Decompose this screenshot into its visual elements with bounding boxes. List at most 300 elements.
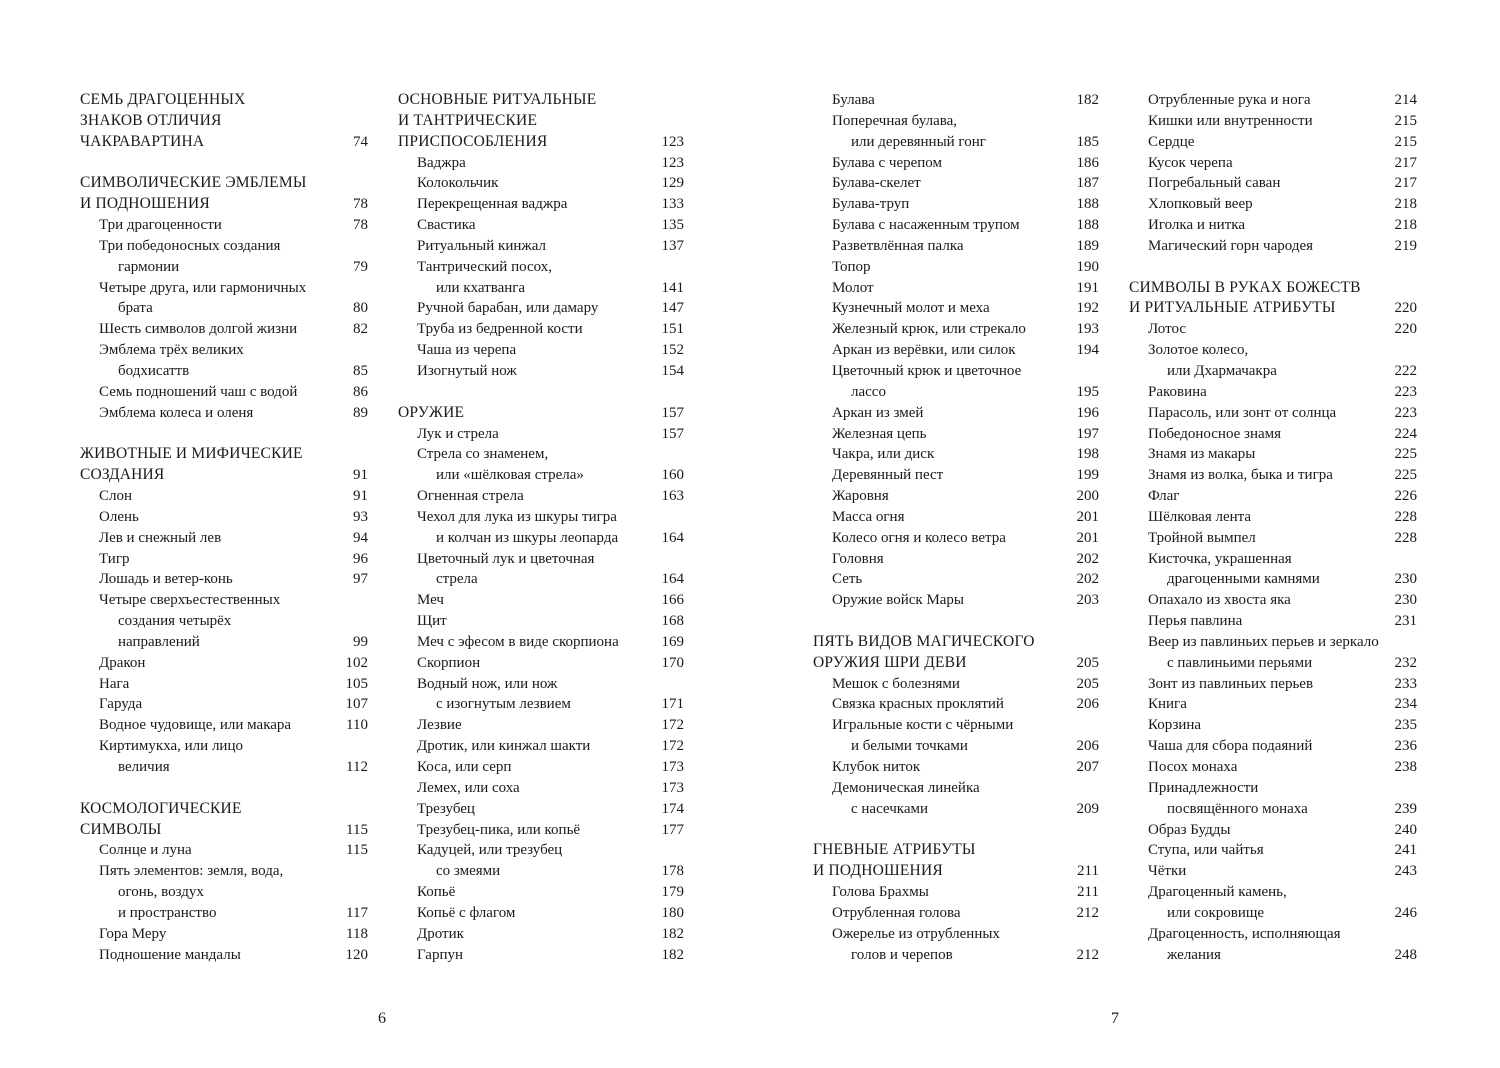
toc-entry	[813, 403, 1099, 424]
toc-entry	[398, 590, 684, 611]
toc-entry-title: Колесо огня и колесо ветра	[832, 529, 1006, 546]
toc-page-number: 110	[346, 717, 368, 734]
toc-entry	[813, 340, 1099, 361]
toc-entry-title: Свастика	[417, 217, 476, 234]
toc-entry-title: Трезубец	[417, 800, 475, 817]
toc-page-number: 117	[346, 904, 368, 921]
toc-page-number: 105	[345, 675, 368, 692]
toc-entry-title: Чакра, или диск	[832, 446, 935, 463]
toc-page-number: 118	[346, 925, 368, 942]
toc-entry-title: Кишки или внутренности	[1148, 112, 1313, 129]
toc-page-number: 239	[1394, 800, 1417, 817]
toc-entry	[80, 403, 368, 424]
toc-page-number: 225	[1394, 446, 1417, 463]
toc-entry	[398, 924, 684, 945]
toc-entry	[80, 215, 368, 236]
toc-section-heading	[813, 861, 1099, 882]
toc-entry	[1129, 340, 1417, 361]
toc-page-number: 232	[1394, 654, 1417, 671]
toc-entry-title: создания четырёх	[118, 613, 232, 630]
toc-entry	[1129, 215, 1417, 236]
toc-entry	[1129, 194, 1417, 215]
toc-entry-title: Игральные кости с чёрными	[832, 717, 1014, 734]
toc-page-number: 112	[346, 759, 368, 775]
toc-page-number: 94	[353, 529, 368, 546]
toc-entry	[398, 215, 684, 236]
toc-page-number: 178	[661, 863, 684, 880]
section-spacer	[80, 153, 368, 174]
toc-entry	[398, 507, 684, 528]
toc-page-number: 230	[1394, 592, 1417, 609]
toc-section-heading	[1129, 278, 1417, 299]
toc-entry	[398, 528, 684, 549]
toc-entry	[80, 361, 368, 382]
toc-page-number: 209	[1076, 800, 1099, 817]
toc-entry-title: Кузнечный молот и меха	[832, 300, 990, 317]
toc-page-number: 228	[1394, 529, 1417, 546]
toc-page-number: 199	[1076, 467, 1099, 484]
toc-entry-title: огонь, воздух	[118, 884, 204, 901]
toc-page-number: 171	[661, 696, 684, 713]
toc-entry	[1129, 486, 1417, 507]
toc-entry	[813, 507, 1099, 528]
toc-page-number: 205	[1076, 654, 1099, 671]
toc-section-heading	[80, 465, 368, 486]
toc-entry-title: с изогнутым лезвием	[436, 696, 571, 713]
toc-entry	[1129, 694, 1417, 715]
toc-entry	[80, 861, 368, 882]
toc-entry-title: Ритуальный кинжал	[417, 237, 547, 254]
toc-column-left-page-2	[398, 90, 684, 965]
toc-entry-title: Лезвие	[417, 717, 462, 734]
toc-entry-title: Драгоценность, исполняющая	[1148, 925, 1341, 942]
toc-page-number: 170	[661, 654, 684, 671]
toc-page-number: 96	[353, 550, 368, 567]
toc-entry-title: СИМВОЛИЧЕСКИЕ ЭМБЛЕМЫ	[80, 174, 307, 192]
toc-entry	[813, 528, 1099, 549]
toc-entry	[398, 569, 684, 590]
toc-entry	[80, 840, 368, 861]
toc-entry	[80, 298, 368, 319]
toc-entry-title: Чехол для лука из шкуры тигра	[417, 508, 617, 525]
toc-page-number: 151	[661, 321, 684, 338]
toc-entry-title: Раковина	[1148, 383, 1207, 400]
toc-entry	[80, 674, 368, 695]
toc-entry	[80, 653, 368, 674]
toc-entry-title: направлений	[118, 633, 200, 650]
toc-page-number: 220	[1394, 300, 1417, 317]
toc-entry-title: Кадуцей, или трезубец	[417, 842, 563, 859]
toc-entry	[813, 90, 1099, 111]
toc-entry-title: Булава с черепом	[832, 154, 943, 171]
toc-page-number: 180	[661, 904, 684, 921]
toc-entry-title: Знамя из макары	[1148, 446, 1256, 463]
toc-entry	[398, 611, 684, 632]
toc-entry-title: Тройной вымпел	[1148, 529, 1256, 546]
toc-page-number: 97	[353, 571, 368, 588]
toc-entry-title: Скорпион	[417, 654, 481, 671]
toc-entry	[1129, 611, 1417, 632]
toc-entry-title: Образ Будды	[1148, 821, 1231, 838]
toc-entry-title: Деревянный пест	[832, 467, 944, 484]
toc-page-number: 218	[1394, 217, 1417, 234]
toc-page-number: 163	[661, 488, 684, 505]
toc-section-heading	[80, 444, 368, 465]
toc-entry	[813, 278, 1099, 299]
toc-page-number: 91	[353, 488, 368, 505]
toc-page-number: 164	[661, 529, 684, 546]
toc-page-number: 157	[661, 425, 684, 442]
toc-entry-title: Шесть символов долгой жизни	[99, 321, 298, 338]
toc-page-number: 172	[661, 738, 684, 755]
toc-page-number: 206	[1076, 696, 1099, 713]
section-spacer	[813, 611, 1099, 632]
toc-entry	[813, 882, 1099, 903]
toc-entry	[80, 924, 368, 945]
toc-page-number: 80	[353, 300, 368, 317]
toc-page-number: 224	[1394, 425, 1417, 442]
toc-entry	[80, 236, 368, 257]
toc-entry-title: Четыре друга, или гармоничных	[99, 279, 307, 296]
toc-entry	[398, 319, 684, 340]
toc-entry-title: Изогнутый нож	[417, 362, 517, 379]
toc-entry	[1129, 424, 1417, 445]
toc-section-heading	[80, 111, 368, 132]
toc-entry	[813, 945, 1099, 966]
toc-page-number: 231	[1394, 613, 1417, 630]
toc-page-number: 217	[1394, 175, 1417, 192]
toc-entry	[1129, 820, 1417, 841]
toc-entry-title: Щит	[417, 613, 447, 630]
toc-entry-title: драгоценными камнями	[1167, 571, 1320, 588]
toc-entry	[813, 778, 1099, 799]
toc-entry-title: Знамя из волка, быка и тигра	[1148, 467, 1333, 484]
toc-entry-title: лассо	[851, 383, 886, 400]
toc-entry	[398, 757, 684, 778]
toc-page-number: 211	[1077, 863, 1099, 880]
toc-section-heading	[813, 840, 1099, 861]
toc-page-number: 196	[1076, 404, 1099, 421]
toc-entry-title: Эмблема трёх великих	[99, 342, 244, 359]
toc-entry-title: Водный нож, или нож	[417, 675, 558, 692]
toc-entry-title: и белыми точками	[851, 738, 968, 755]
toc-entry-title: Три драгоценности	[99, 217, 222, 234]
toc-page-number: 223	[1394, 383, 1417, 400]
toc-entry-title: Шёлковая лента	[1148, 508, 1252, 525]
toc-entry-title: стрела	[436, 571, 478, 588]
toc-entry	[1129, 528, 1417, 549]
toc-entry	[1129, 132, 1417, 153]
toc-entry-title: Труба из бедренной кости	[417, 321, 583, 338]
toc-page-number: 186	[1076, 154, 1099, 171]
toc-entry	[398, 653, 684, 674]
toc-section-heading	[80, 173, 368, 194]
toc-entry-title: Булава-скелет	[832, 175, 921, 192]
toc-entry-title: Магический горн чародея	[1148, 237, 1314, 254]
toc-page-number: 233	[1394, 675, 1417, 692]
toc-entry	[813, 569, 1099, 590]
toc-page-number: 215	[1394, 133, 1417, 150]
toc-entry	[813, 799, 1099, 820]
toc-entry-title: Ступа, или чайтья	[1148, 842, 1264, 859]
toc-entry-title: Молот	[832, 279, 874, 296]
toc-entry-title: Клубок ниток	[832, 759, 921, 775]
toc-entry	[1129, 861, 1417, 882]
toc-entry-title: с насечками	[851, 800, 928, 817]
toc-page-number: 99	[353, 633, 368, 650]
toc-entry	[1129, 465, 1417, 486]
toc-page-number: 187	[1076, 175, 1099, 192]
toc-entry-title: Аркан из верёвки, или силок	[832, 342, 1016, 359]
toc-entry	[813, 694, 1099, 715]
toc-entry-title: Чаша для сбора подаяний	[1148, 738, 1313, 755]
toc-entry-title: Булава с насаженным трупом	[832, 217, 1020, 234]
toc-page-number: 205	[1076, 675, 1099, 692]
toc-page-number: 198	[1076, 446, 1099, 463]
toc-section-heading	[80, 820, 368, 841]
toc-entry-title: со змеями	[436, 863, 501, 880]
toc-entry-title: Цветочный крюк и цветочное	[832, 362, 1022, 379]
toc-page-number: 211	[1077, 884, 1099, 901]
toc-entry	[80, 486, 368, 507]
toc-section-heading	[398, 111, 684, 132]
toc-entry-title: Железная цепь	[832, 425, 927, 442]
toc-entry	[1129, 590, 1417, 611]
toc-entry-title: Поперечная булава,	[832, 112, 958, 129]
toc-section-heading	[398, 403, 684, 424]
toc-entry-title: Иголка и нитка	[1148, 217, 1245, 234]
toc-entry-title: Оружие войск Мары	[832, 592, 965, 609]
toc-entry	[398, 674, 684, 695]
toc-entry	[813, 424, 1099, 445]
toc-entry	[813, 194, 1099, 215]
toc-entry	[1129, 882, 1417, 903]
page-number-left: 6	[378, 1010, 386, 1027]
toc-entry	[398, 903, 684, 924]
toc-entry-title: Дротик, или кинжал шакти	[417, 738, 591, 755]
toc-page-number: 241	[1394, 842, 1417, 859]
toc-entry-title: Гарпун	[417, 946, 464, 963]
toc-page-number: 207	[1076, 759, 1099, 775]
toc-entry-title: Колокольчик	[417, 175, 499, 192]
toc-entry-title: или кхатванга	[436, 279, 526, 296]
toc-entry-title: Булава	[832, 92, 875, 108]
toc-page-number: 115	[346, 842, 368, 859]
toc-page-number: 115	[346, 821, 368, 838]
toc-page-number: 135	[661, 217, 684, 234]
toc-entry-title: Сердце	[1148, 133, 1195, 150]
toc-entry	[1129, 403, 1417, 424]
toc-entry	[398, 632, 684, 653]
toc-entry	[398, 194, 684, 215]
toc-entry-title: желания	[1167, 946, 1221, 963]
toc-entry	[1129, 361, 1417, 382]
toc-entry	[1129, 736, 1417, 757]
toc-entry	[1129, 236, 1417, 257]
toc-entry	[813, 236, 1099, 257]
toc-page-number: 219	[1394, 237, 1417, 254]
toc-entry-title: Посох монаха	[1148, 759, 1238, 775]
toc-entry	[80, 549, 368, 570]
toc-entry-title: СИМВОЛЫ	[80, 820, 162, 838]
toc-entry	[813, 298, 1099, 319]
toc-entry-title: Драгоценный камень,	[1148, 884, 1287, 901]
toc-entry-title: Кисточка, украшенная	[1148, 550, 1292, 567]
toc-entry-title: Мешок с болезнями	[832, 675, 960, 692]
toc-entry-title: Гаруда	[99, 696, 143, 713]
toc-entry	[813, 132, 1099, 153]
toc-page-number: 129	[661, 175, 684, 192]
toc-entry-title: ЗНАКОВ ОТЛИЧИЯ	[80, 111, 222, 129]
toc-entry-title: Жаровня	[832, 488, 889, 505]
toc-page-number: 74	[353, 133, 368, 150]
toc-entry	[1129, 653, 1417, 674]
toc-page-number: 79	[353, 258, 368, 275]
toc-entry-title: Чаша из черепа	[417, 342, 517, 359]
toc-entry	[813, 173, 1099, 194]
toc-page-number: 174	[661, 800, 684, 817]
toc-entry	[813, 465, 1099, 486]
page-number-right: 7	[1111, 1010, 1119, 1027]
toc-entry-title: СОЗДАНИЯ	[80, 466, 165, 484]
toc-entry-title: ОРУЖИЯ ШРИ ДЕВИ	[813, 653, 967, 671]
toc-entry-title: И ПОДНОШЕНИЯ	[80, 195, 210, 213]
toc-entry	[398, 173, 684, 194]
toc-entry	[1129, 382, 1417, 403]
toc-entry-title: Связка красных проклятий	[832, 696, 1004, 713]
toc-entry-title: КОСМОЛОГИЧЕСКИЕ	[80, 799, 242, 817]
toc-entry	[80, 945, 368, 966]
toc-entry	[1129, 569, 1417, 590]
toc-page-number: 137	[661, 237, 684, 254]
toc-page-number: 78	[353, 196, 368, 213]
toc-entry-title: Коса, или серп	[417, 759, 512, 775]
section-spacer	[80, 424, 368, 445]
toc-section-heading	[80, 90, 368, 111]
toc-entry-title: Четыре сверхъестественных	[99, 592, 281, 609]
toc-page-number: 206	[1076, 738, 1099, 755]
toc-entry-title: посвящённого монаха	[1167, 800, 1308, 817]
toc-page-number: 200	[1076, 488, 1099, 505]
toc-entry	[1129, 173, 1417, 194]
toc-entry	[398, 424, 684, 445]
toc-entry	[1129, 319, 1417, 340]
toc-page-number: 173	[661, 759, 684, 775]
toc-entry-title: Топор	[832, 258, 871, 275]
toc-entry	[1129, 549, 1417, 570]
toc-column-right-page-1	[813, 90, 1099, 965]
toc-entry	[813, 549, 1099, 570]
toc-entry-title: ЧАКРАВАРТИНА	[80, 132, 205, 150]
toc-entry	[813, 486, 1099, 507]
toc-entry-title: или «шёлковая стрела»	[436, 467, 584, 484]
toc-entry	[813, 111, 1099, 132]
toc-entry-title: Копьё	[417, 884, 456, 901]
toc-entry	[398, 945, 684, 966]
toc-page-number: 212	[1076, 904, 1099, 921]
toc-entry-title: Ваджра	[417, 154, 466, 171]
toc-page-number: 182	[661, 925, 684, 942]
toc-entry-title: Водное чудовище, или макара	[99, 717, 292, 734]
toc-page-number: 152	[661, 342, 684, 359]
toc-entry-title: бодхисаттв	[118, 362, 190, 379]
toc-entry-title: Меч с эфесом в виде скорпиона	[417, 633, 619, 650]
toc-entry	[80, 694, 368, 715]
toc-entry	[398, 444, 684, 465]
toc-entry-title: или деревянный гонг	[851, 133, 986, 150]
toc-section-heading	[1129, 298, 1417, 319]
toc-page-number: 133	[661, 196, 684, 213]
toc-page-number: 182	[661, 946, 684, 963]
toc-entry	[398, 882, 684, 903]
toc-entry	[398, 298, 684, 319]
toc-entry-title: и колчан из шкуры леопарда	[436, 529, 619, 546]
toc-page-number: 194	[1076, 342, 1099, 359]
toc-entry-title: Масса огня	[832, 508, 905, 525]
toc-entry-title: Перья павлина	[1148, 613, 1243, 630]
toc-page-number: 190	[1076, 258, 1099, 275]
toc-entry	[1129, 924, 1417, 945]
toc-entry-title: Меч	[417, 592, 444, 609]
toc-entry-title: Чётки	[1148, 863, 1187, 880]
toc-entry	[80, 528, 368, 549]
toc-entry-title: Тантрический посох,	[417, 258, 552, 275]
toc-entry-title: Железный крюк, или стрекало	[832, 321, 1026, 338]
toc-entry-title: Демоническая линейка	[832, 779, 980, 796]
toc-page-number: 160	[661, 467, 684, 484]
toc-entry	[398, 236, 684, 257]
toc-entry	[80, 736, 368, 757]
toc-page-number: 201	[1076, 529, 1099, 546]
toc-page-number: 230	[1394, 571, 1417, 588]
toc-entry-title: Дротик	[417, 925, 464, 942]
toc-page-number: 192	[1076, 300, 1099, 317]
toc-entry-title: Отрубленная голова	[832, 904, 961, 921]
toc-page-number: 223	[1394, 404, 1417, 421]
toc-page-number: 228	[1394, 508, 1417, 525]
toc-entry-title: Копьё с флагом	[417, 904, 516, 921]
toc-page-number: 218	[1394, 196, 1417, 213]
toc-entry	[813, 757, 1099, 778]
toc-page-number: 177	[661, 821, 684, 838]
toc-entry	[398, 694, 684, 715]
section-spacer	[398, 382, 684, 403]
toc-entry	[80, 632, 368, 653]
toc-entry-title: величия	[118, 759, 170, 775]
toc-entry-title: Зонт из павлиньих перьев	[1148, 675, 1314, 692]
section-spacer	[1129, 257, 1417, 278]
toc-page-number: 93	[353, 508, 368, 525]
toc-entry	[398, 486, 684, 507]
toc-entry-title: Книга	[1148, 696, 1187, 713]
toc-entry-title: гармонии	[118, 258, 180, 275]
toc-entry	[1129, 715, 1417, 736]
toc-page-number: 220	[1394, 321, 1417, 338]
toc-page-number: 188	[1076, 196, 1099, 213]
toc-page-number: 168	[661, 613, 684, 630]
toc-page-number: 164	[661, 571, 684, 588]
toc-entry	[1129, 799, 1417, 820]
toc-entry	[398, 715, 684, 736]
toc-entry-title: Лошадь и ветер-конь	[99, 571, 233, 588]
toc-page-number: 107	[345, 696, 368, 713]
toc-entry-title: Разветвлённая палка	[832, 237, 964, 254]
toc-page-number: 173	[661, 779, 684, 796]
toc-page-number: 191	[1076, 279, 1099, 296]
toc-section-heading	[398, 90, 684, 111]
toc-entry-title: Кусок черепа	[1148, 154, 1233, 171]
toc-entry-title: Стрела со знаменем,	[417, 446, 549, 463]
